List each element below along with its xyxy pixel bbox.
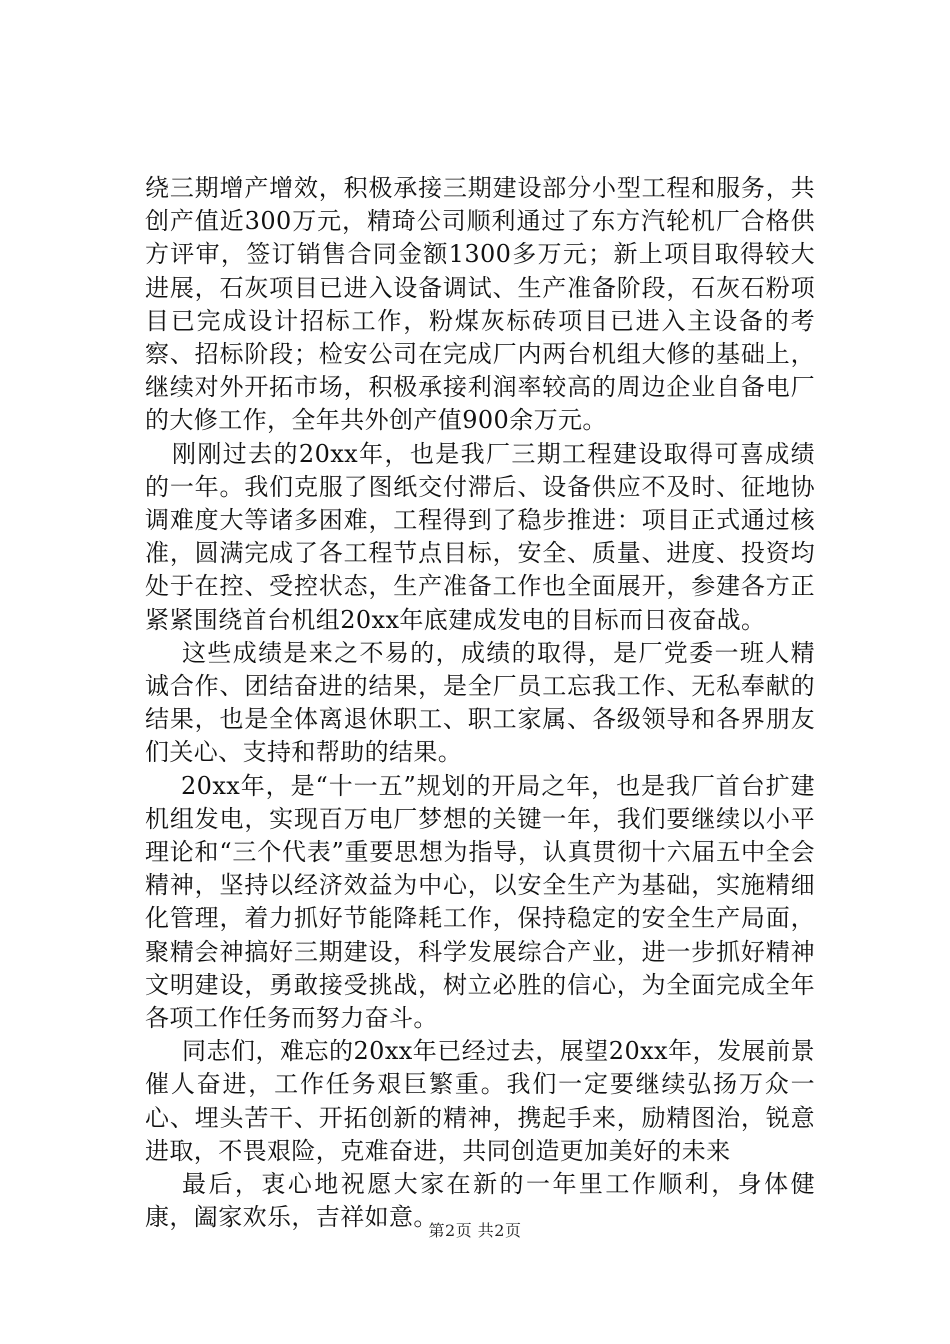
paragraph-new-year-goals: 20xx年，是“十一五”规划的开局之年，也是我厂首台扩建机组发电，实现百万电厂梦想的关键一年，我们要继续以小平理论和“三个代表”重要思想为指导，认真贯彻十六届五中全会精神，坚持以经济效益为中心，以安全生产为基础，实施精细化管理，着力抓好节能降耗工作，保持稳定的安全生产局面，聚精会神搞好三期建设，科学发展综合产业，进一步抓好精神文明建设，勇敢接受挑战，树立必胜的信心，为全面完成全年各项工作任务而努力奋斗。 [145, 771, 815, 1033]
paragraph-outlook: 同志们，难忘的20xx年已经过去，展望20xx年，发展前景催人奋进，工作任务艰巨繁重。我们一定要继续弘扬万众一心、埋头苦干、开拓创新的精神，携起手来，励精图治，锐意进取，不畏艰险，克难奋进，共同创造更加美好的未来 [145, 1037, 815, 1165]
paragraph-achievements: 这些成绩是来之不易的，成绩的取得，是厂党委一班人精诚合作、团结奋进的结果，是全厂员工忘我工作、无私奉献的结果，也是全体离退休职工、职工家属、各级领导和各界朋友们关心、支持和帮助的结果。 [145, 638, 815, 767]
page-number-footer: 第2页 共2页 [428, 1221, 522, 1240]
paragraph-continuation: 绕三期增产增效，积极承接三期建设部分小型工程和服务，共创产值近300万元，精琦公司顺利通过了东方汽轮机厂合格供方评审，签订销售合同金额1300多万元；新上项目取得较大进展，石灰项目已进入设备调试、生产准备阶段，石灰石粉项目已完成设计招标工作，粉煤灰标砖项目已进入主设备的考察、招标阶段；检安公司在完成厂内两台机组大修的基础上，继续对外开拓市场，积极承接利润率较高的周边企业自备电厂的大修工作，全年共外创产值900余万元。 [145, 174, 815, 435]
paragraph-construction-progress: 刚刚过去的20xx年，也是我厂三期工程建设取得可喜成绩的一年。我们克服了图纸交付滞后、设备供应不及时、征地协调难度大等诸多困难，工程得到了稳步推进：项目正式通过核准，圆满完成了各工程节点目标，安全、质量、进度、投资均处于在控、受控状态，生产准备工作也全面展开，参建各方正紧紧围绕首台机组20xx年底建成发电的目标而日夜奋战。 [145, 439, 815, 634]
paragraph-closing-wishes: 最后，衷心地祝愿大家在新的一年里工作顺利，身体健康，阖家欢乐，吉祥如意。 [145, 1170, 815, 1232]
document-body [145, 172, 815, 1235]
